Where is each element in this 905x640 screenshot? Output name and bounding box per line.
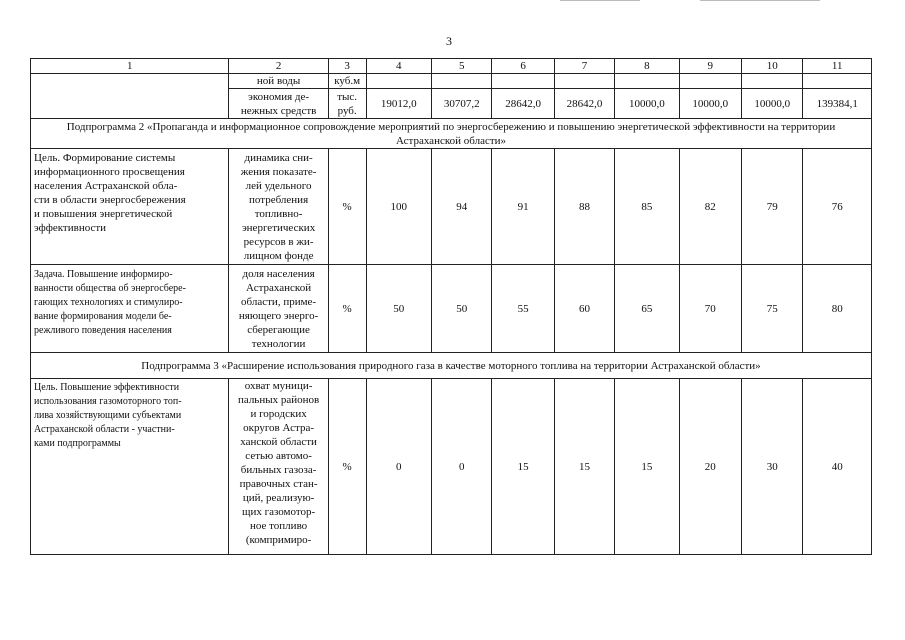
value-cell	[803, 74, 872, 89]
column-header: 10	[742, 59, 803, 74]
column-header: 6	[492, 59, 554, 74]
value-cell	[742, 74, 803, 89]
value-cell: 10000,0	[679, 89, 741, 119]
value-cell	[554, 74, 614, 89]
value-cell: 15	[615, 379, 679, 555]
value-cell: 15	[554, 379, 614, 555]
indicator-cell: ной воды	[229, 74, 328, 89]
indicator-cell: охват муници- пальных районов и городских округов Астра- ханской области сетью автомо- бильных газоза- правочных стан- ций, реализую- щих газомотор- ное топливо (компримиро-	[229, 379, 328, 555]
value-cell: 139384,1	[803, 89, 872, 119]
value-cell: 70	[679, 265, 741, 353]
value-cell: 28642,0	[554, 89, 614, 119]
value-cell: 0	[366, 379, 431, 555]
column-header: 2	[229, 59, 328, 74]
value-cell: 30	[742, 379, 803, 555]
value-cell: 80	[803, 265, 872, 353]
value-cell	[432, 74, 492, 89]
table-row	[31, 74, 872, 89]
table-row	[31, 379, 872, 555]
value-cell	[492, 74, 554, 89]
value-cell: 65	[615, 265, 679, 353]
value-cell: 50	[366, 265, 431, 353]
page-number: 3	[446, 34, 452, 48]
value-cell: 85	[615, 149, 679, 265]
value-cell: 40	[803, 379, 872, 555]
value-cell: 82	[679, 149, 741, 265]
value-cell: 50	[432, 265, 492, 353]
value-cell: 88	[554, 149, 614, 265]
goal-cell: Цель. Повышение эффективности использования газомоторного топ- лива хозяйствующими субъектами Астраханской области - участни- ками подпрограммы	[31, 379, 229, 555]
subprogram-2-title: Подпрограмма 2 «Пропаганда и информационное сопровождение мероприятий по энергосбережению и повышению энергетической эффективности на территории Астраханской области»	[31, 119, 872, 149]
unit-cell: куб.м	[328, 74, 366, 89]
targets-table	[30, 58, 872, 555]
subprogram-heading-row	[31, 353, 872, 379]
value-cell: 100	[366, 149, 431, 265]
value-cell: 79	[742, 149, 803, 265]
column-header: 5	[432, 59, 492, 74]
value-cell: 0	[432, 379, 492, 555]
value-cell: 76	[803, 149, 872, 265]
value-cell: 75	[742, 265, 803, 353]
value-cell: 91	[492, 149, 554, 265]
unit-cell: %	[328, 265, 366, 353]
value-cell	[366, 74, 431, 89]
value-cell: 10000,0	[742, 89, 803, 119]
subprogram-heading-row	[31, 119, 872, 149]
scan-artifact-line	[560, 0, 640, 1]
column-header: 9	[679, 59, 741, 74]
column-header: 1	[31, 59, 229, 74]
value-cell: 60	[554, 265, 614, 353]
value-cell: 55	[492, 265, 554, 353]
unit-cell: тыс. руб.	[328, 89, 366, 119]
goal-cell: Цель. Формирование системы информационного просвещения населения Астраханской обла- сти в области энергосбережения и повышения энергетической эффективности	[31, 149, 229, 265]
value-cell: 30707,2	[432, 89, 492, 119]
indicator-cell: экономия де- нежных средств	[229, 89, 328, 119]
subprogram-3-title: Подпрограмма 3 «Расширение использования природного газа в качестве моторного топлива на территории Астраханской области»	[31, 353, 872, 379]
column-header: 4	[366, 59, 431, 74]
value-cell	[615, 74, 679, 89]
column-header: 11	[803, 59, 872, 74]
unit-cell: %	[328, 379, 366, 555]
table-row	[31, 149, 872, 265]
value-cell: 20	[679, 379, 741, 555]
indicator-cell: доля населения Астраханской области, приме- няющего энерго- сберегающие технологии	[229, 265, 328, 353]
value-cell: 15	[492, 379, 554, 555]
table-row	[31, 265, 872, 353]
indicator-cell: динамика сни- жения показате- лей удельного потребления топливно- энергетических ресурсов в жи- лищном фонде	[229, 149, 328, 265]
unit-cell: %	[328, 149, 366, 265]
value-cell: 28642,0	[492, 89, 554, 119]
column-header: 8	[615, 59, 679, 74]
column-header: 3	[328, 59, 366, 74]
scan-artifact-line	[700, 0, 820, 1]
task-cell: Задача. Повышение информиро- ванности общества об энергосбере- гающих технологиях и стимулиро- вание формирования модели бе- режливого поведения населения	[31, 265, 229, 353]
value-cell: 94	[432, 149, 492, 265]
value-cell: 19012,0	[366, 89, 431, 119]
column-header: 7	[554, 59, 614, 74]
table-header-row	[31, 59, 872, 74]
goal-cell	[31, 74, 229, 119]
value-cell	[679, 74, 741, 89]
value-cell: 10000,0	[615, 89, 679, 119]
